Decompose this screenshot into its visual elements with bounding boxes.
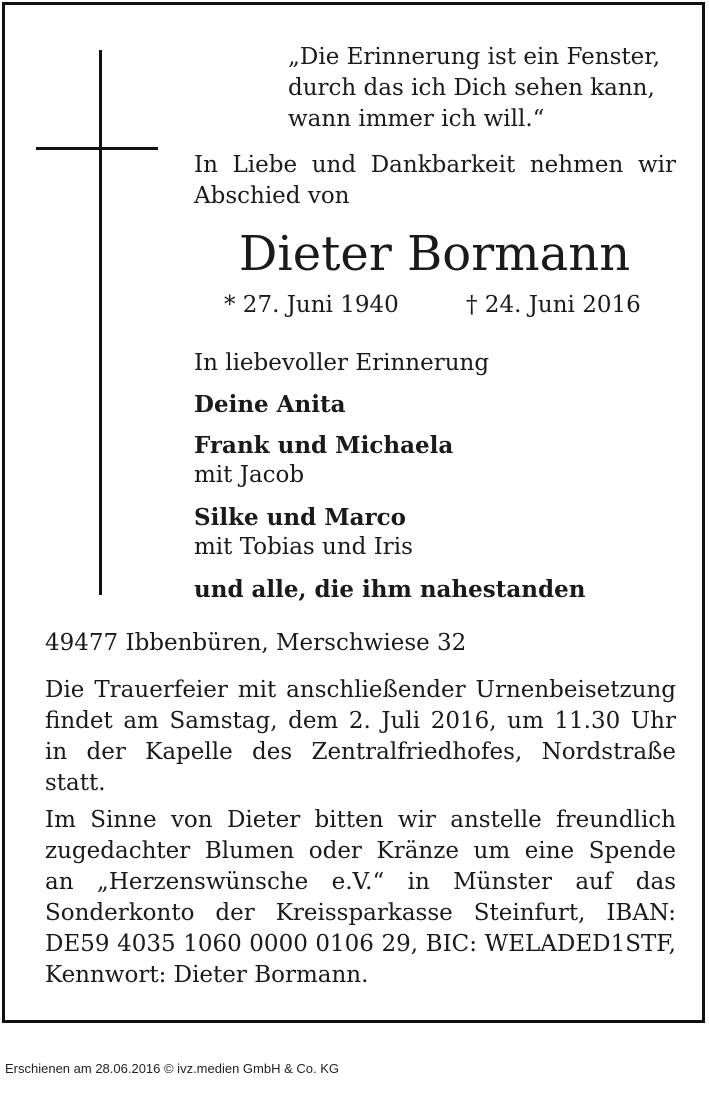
paragraph-line: Die Trauerfeier mit anschließender Urnenbeisetzung: [45, 677, 676, 703]
quote-line: „Die Erinnerung ist ein Fenster,: [288, 44, 661, 70]
family-address: 49477 Ibbenbüren, Merschwiese 32: [45, 630, 467, 656]
mourner-entry: Deine Anita: [194, 391, 346, 418]
paragraph-line: Kennwort: Dieter Bormann.: [45, 962, 369, 988]
donation-paragraph: [45, 805, 676, 991]
intro-line: In Liebe und Dankbarkeit nehmen wir: [194, 152, 676, 178]
paragraph-line: DE59 4035 1060 0000 0106 29, BIC: WELADED1STF,: [45, 931, 676, 957]
quote-line: durch das ich Dich sehen kann,: [288, 75, 655, 101]
birth-date: * 27. Juni 1940: [224, 292, 399, 318]
cross-icon-horizontal: [36, 147, 158, 150]
publication-footer: Erschienen am 28.06.2016 © ivz.medien GmbH & Co. KG: [5, 1061, 340, 1076]
mourner-entry: Frank und Michaela: [194, 432, 454, 459]
deceased-name: Dieter Bormann: [238, 226, 631, 282]
paragraph-line: in der Kapelle des Zentralfriedhofes, Nordstraße: [45, 739, 676, 765]
mourner-sub: mit Tobias und Iris: [194, 534, 413, 560]
paragraph-line: statt.: [45, 770, 106, 796]
cross-icon-vertical: [99, 50, 102, 595]
mourners-heading: In liebevoller Erinnerung: [194, 350, 490, 376]
death-date: † 24. Juni 2016: [466, 292, 641, 318]
intro-line: Abschied von: [194, 183, 350, 209]
quote-line: wann immer ich will.“: [288, 106, 545, 132]
intro-text: [194, 150, 676, 212]
paragraph-line: Sonderkonto der Kreissparkasse Steinfurt, IBAN:: [45, 900, 676, 926]
paragraph-line: Im Sinne von Dieter bitten wir anstelle freundlich: [45, 807, 676, 833]
paragraph-line: findet am Samstag, dem 2. Juli 2016, um 11.30 Uhr: [45, 708, 676, 734]
ceremony-paragraph: [45, 675, 676, 799]
paragraph-line: an „Herzenswünsche e.V.“ in Münster auf das: [45, 869, 676, 895]
mourner-sub: mit Jacob: [194, 462, 305, 488]
mourner-entry: Silke und Marco: [194, 504, 407, 531]
memorial-quote: [288, 42, 660, 135]
mourners-closing: und alle, die ihm nahestanden: [194, 576, 586, 603]
paragraph-line: zugedachter Blumen oder Kränze um eine Spende: [45, 838, 676, 864]
